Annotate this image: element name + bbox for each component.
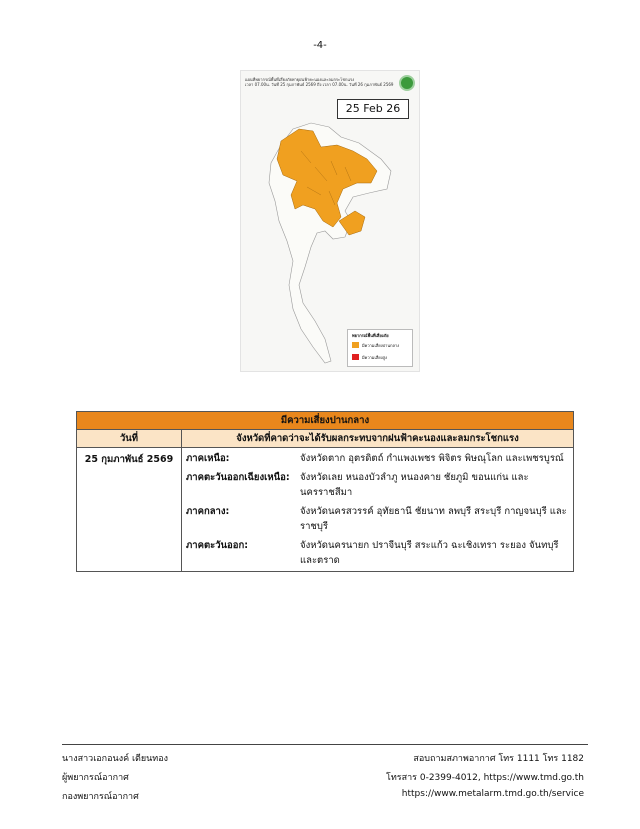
- forecaster-title: ผู้พยากรณ์อากาศ: [62, 773, 129, 783]
- table-row: [77, 448, 574, 572]
- risk-table-title: มีความเสี่ยงปานกลาง: [77, 412, 574, 430]
- provinces-central: จังหวัดนครสวรรค์ อุทัยธานี ชัยนาท ลพบุรี สระบุรี กาญจนบุรี และราชบุรี: [300, 506, 567, 532]
- footer-divider: [62, 744, 588, 745]
- page-number: -4-: [313, 40, 327, 51]
- provinces-north: จังหวัดตาก อุตรดิตถ์ กำแพงเพชร พิจิตร พิษณุโลก และเพชรบูรณ์: [300, 453, 564, 464]
- high-risk-swatch: [352, 354, 359, 360]
- legend-item-moderate: มีความเสี่ยงปานกลาง: [352, 342, 399, 348]
- provinces-northeast: จังหวัดเลย หนองบัวลำภู หนองคาย ชัยภูมิ ขอนแก่น และนครราชสีมา: [300, 472, 529, 498]
- forecaster-name: นางสาวเอกอนงค์ เตียนทอง: [62, 754, 169, 764]
- moderate-risk-swatch: [352, 342, 359, 348]
- date-column-header: วันที่: [77, 430, 182, 448]
- legend-item-high: มีความเสี่ยงสูง: [352, 354, 387, 360]
- region-east: ภาคตะวันออก:: [186, 540, 249, 551]
- map-legend: [347, 329, 413, 367]
- map-date-label: 25 Feb 26: [337, 99, 409, 119]
- forecast-date: 25 กุมภาพันธ์ 2569: [77, 448, 182, 572]
- risk-map-figure: [240, 70, 420, 372]
- region-north: ภาคเหนือ:: [186, 453, 230, 464]
- map-title: แผนที่พยากรณ์พื้นที่เสี่ยงภัยพายุฝนฟ้าคะนองและลมกระโชกแรง เวลา 07.00น. วันที่ 25 กุมภาพันธ์ 2569 ถึง เวลา 07.00น. วันที่ 26 กุมภาพันธ์ 2569: [245, 77, 394, 87]
- metalarm-link[interactable]: https://www.metalarm.tmd.go.th/service: [401, 789, 584, 799]
- contact-fax-website[interactable]: โทรสาร 0-2399-4012, https://www.tmd.go.th: [386, 773, 584, 783]
- legend-title: พยากรณ์พื้นที่เสี่ยงภัย: [352, 333, 389, 338]
- provinces-east: จังหวัดนครนายก ปราจีนบุรี สระแก้ว ฉะเชิงเทรา ระยอง จันทบุรี และตราด: [300, 540, 559, 566]
- region-northeast: ภาคตะวันออกเฉียงเหนือ:: [186, 472, 290, 483]
- contact-phone: สอบถามสภาพอากาศ โทร 1111 โทร 1182: [413, 754, 584, 764]
- region-central: ภาคกลาง:: [186, 506, 230, 517]
- risk-table: [76, 411, 574, 572]
- forecaster-division: กองพยากรณ์อากาศ: [62, 792, 139, 802]
- tmd-logo-icon: [399, 75, 415, 91]
- provinces-column-header: จังหวัดที่คาดว่าจะได้รับผลกระทบจากฝนฟ้าคะนองและลมกระโชกแรง: [182, 430, 574, 448]
